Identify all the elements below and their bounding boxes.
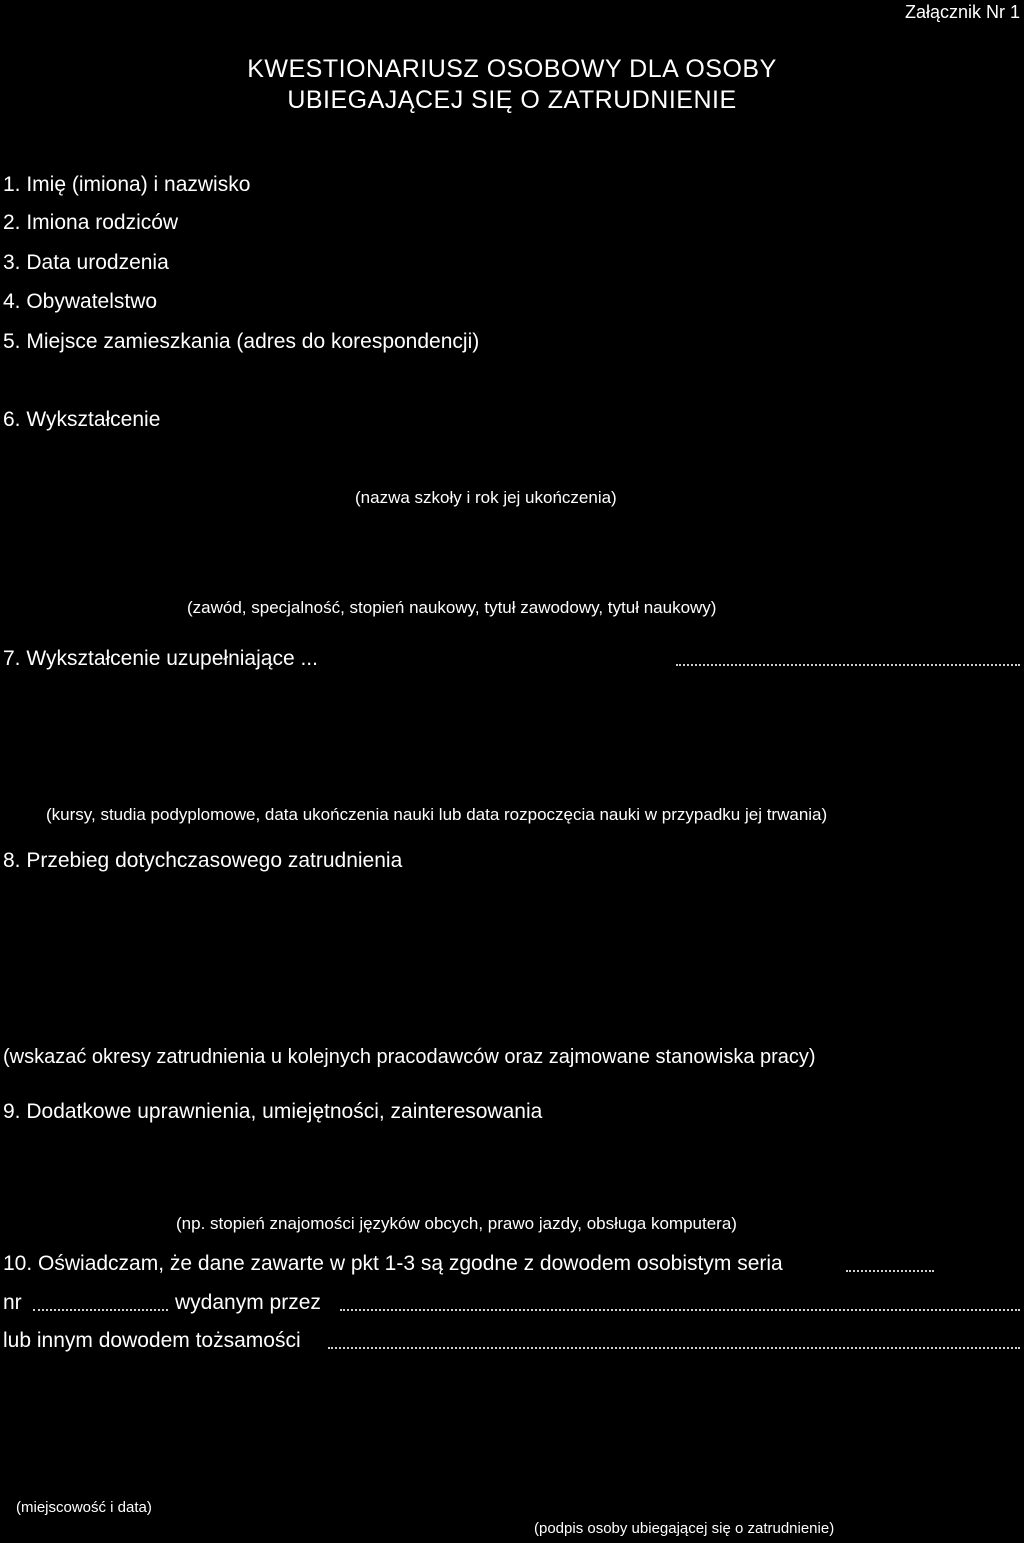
other-id-dotted-line	[328, 1345, 1020, 1349]
annex-label: Załącznik Nr 1	[904, 2, 1020, 22]
education-profession-hint: (zawód, specjalność, stopień naukowy, tytuł zawodowy, tytuł naukowy)	[187, 598, 717, 617]
education-school-hint: (nazwa szkoły i rok jej ukończenia)	[355, 488, 617, 507]
form-title-line1: KWESTIONARIUSZ OSOBOWY DLA OSOBY	[247, 55, 777, 83]
field-employment-history-label: 8. Przebieg dotychczasowego zatrudnienia	[3, 849, 403, 872]
declaration-text: 10. Oświadczam, że dane zawarte w pkt 1-3 są zgodne z dowodem osobistym seria	[3, 1252, 783, 1275]
id-number-label: nr	[3, 1291, 22, 1314]
other-id-label: lub innym dowodem tożsamości	[3, 1329, 301, 1352]
place-date-caption: (miejscowość i data)	[16, 1499, 152, 1516]
id-series-dotted-line	[846, 1268, 934, 1272]
issued-by-dotted-line	[340, 1307, 1020, 1311]
id-number-dotted-line	[33, 1307, 168, 1311]
additional-education-hint: (kursy, studia podyplomowe, data ukończenia nauki lub data rozpoczęcia nauki w przypadku jej trwania)	[46, 805, 828, 824]
field-name-label: 1. Imię (imiona) i nazwisko	[3, 173, 251, 196]
field-additional-education-label: 7. Wykształcenie uzupełniające ...	[3, 647, 318, 670]
field-birthdate-label: 3. Data urodzenia	[3, 251, 169, 274]
field-education-label: 6. Wykształcenie	[3, 408, 161, 431]
employment-history-hint: (wskazać okresy zatrudnienia u kolejnych pracodawców oraz zajmowane stanowiska pracy)	[3, 1046, 816, 1068]
field-extra-skills-label: 9. Dodatkowe uprawnienia, umiejętności, zainteresowania	[3, 1100, 543, 1123]
field-address-label: 5. Miejsce zamieszkania (adres do korespondencji)	[3, 330, 480, 353]
field-citizenship-label: 4. Obywatelstwo	[3, 290, 158, 313]
additional-education-dotted-line	[676, 662, 1020, 666]
form-title-line2: UBIEGAJĄCEJ SIĘ O ZATRUDNIENIE	[287, 86, 737, 114]
signature-caption: (podpis osoby ubiegającej się o zatrudnienie)	[534, 1520, 835, 1537]
extra-skills-hint: (np. stopień znajomości języków obcych, prawo jazdy, obsługa komputera)	[176, 1214, 737, 1233]
field-parents-label: 2. Imiona rodziców	[3, 211, 179, 234]
issued-by-label: wydanym przez	[175, 1291, 321, 1314]
